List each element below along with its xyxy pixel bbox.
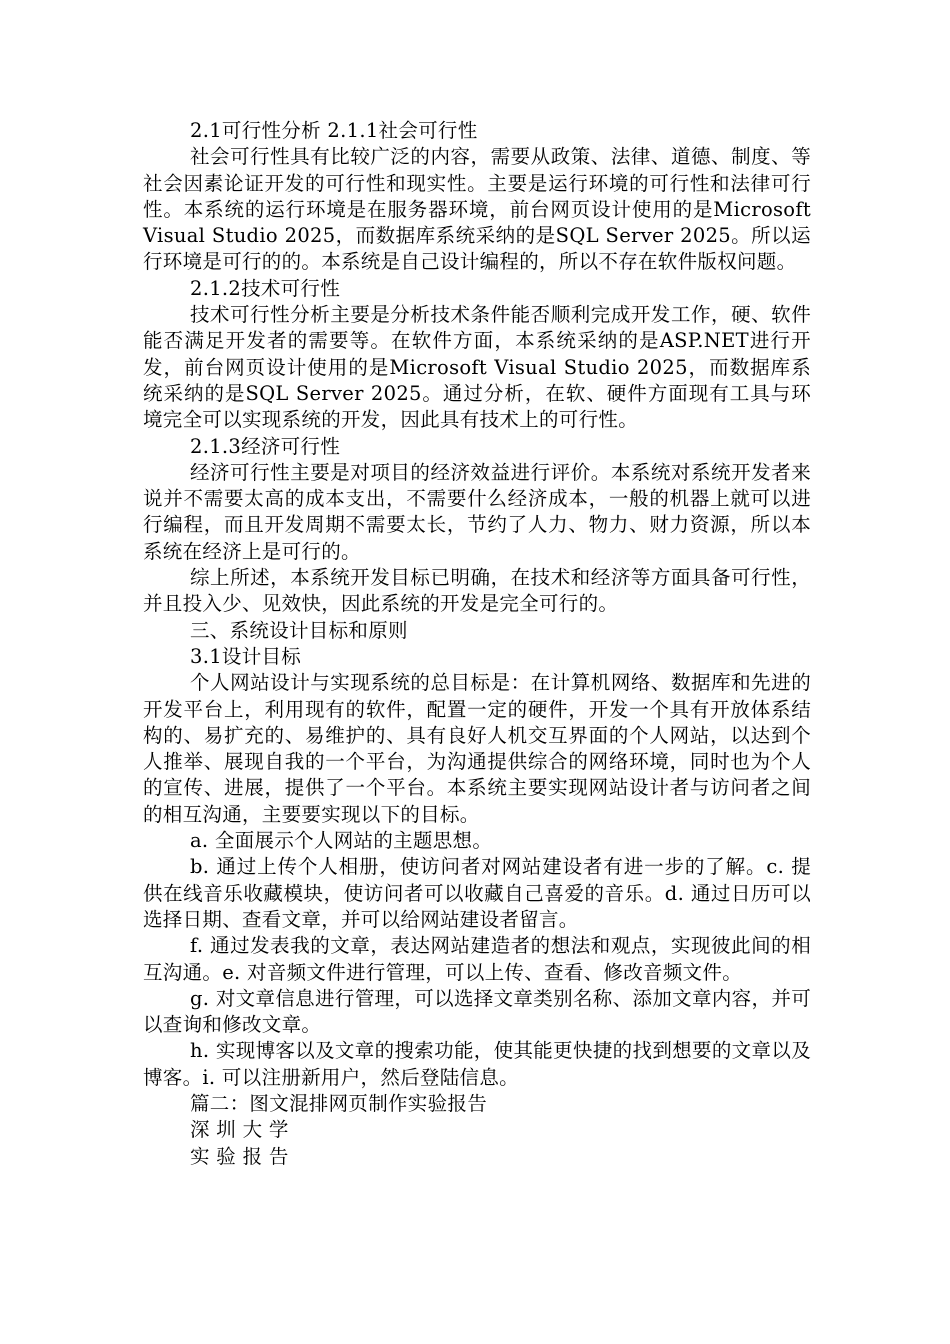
section-heading-3: 三、系统设计目标和原则 [190, 618, 408, 642]
paragraph-design-goals: 个人网站设计与实现系统的总目标是：在计算机网络、数据库和先进的开发平台上，利用现有的软件，配置一定的硬件，开发一个具有开放体系结构的、易扩充的、易维护的、具有良好人机交互界面的个人网站，以达到个人推举、展现自我的一个平台，为沟通提供综合的网络环境，同时也为个人的宣传、进展，提供了一个平台。本系统主要实现网站设计者与访问者之间的相互沟通，主要要实现以下的目标。 [143, 671, 811, 826]
document-body [143, 118, 811, 1170]
list-item-h-i: h. 实现博客以及文章的搜索功能，使其能更快捷的找到想要的文章以及博客。i. 可以注册新用户，然后登陆信息。 [143, 1039, 811, 1089]
paragraph-economic-feasibility: 经济可行性主要是对项目的经济效益进行评价。本系统对系统开发者来说并不需要太高的成本支出，不需要什么经济成本，一般的机器上就可以进行编程，而且开发周期不需要太长，节约了人力、物力、财力资源，所以本系统在经济上是可行的。 [143, 460, 811, 563]
list-item-g: g. 对文章信息进行管理，可以选择文章类别名称、添加文章内容，并可以查询和修改文章。 [143, 986, 811, 1037]
list-item-a: a. 全面展示个人网站的主题思想。 [190, 829, 493, 853]
report-title: 实 验 报 告 [190, 1144, 289, 1168]
section-heading-2-1: 2.1可行性分析 2.1.1社会可行性 [190, 119, 478, 142]
paragraph-social-feasibility: 社会可行性具有比较广泛的内容，需要从政策、法律、道德、制度、等社会因素论证开发的可行性和现实性。主要是运行环境的可行性和法律可行性。本系统的运行环境是在服务器环境，前台网页设计使用的是Microsoft Visual Studio 2025，而数据库系统采纳的是SQL Server 2025。所以运行环境是可行的的。本系统是自己设计编程的，所以不存在软件版权问题。 [143, 145, 811, 274]
paragraph-technical-feasibility: 技术可行性分析主要是分析技术条件能否顺利完成开发工作，硬、软件能否满足开发者的需要等。在软件方面，本系统采纳的是ASP.NET进行开发，前台网页设计使用的是Microsoft Visual Studio 2025，而数据库系统采纳的是SQL Server 2025。通过分析，在软、硬件方面现有工具与环境完全可以实现系统的开发，因此具有技术上的可行性。 [143, 303, 811, 432]
section-heading-part-two: 篇二：图文混排网页制作实验报告 [190, 1091, 488, 1115]
paragraph-summary: 综上所述，本系统开发目标已明确，在技术和经济等方面具备可行性，并且投入少、见效快，因此系统的开发是完全可行的。 [143, 566, 811, 616]
list-item-f-e: f. 通过发表我的文章，表达网站建造者的想法和观点，实现彼此间的相互沟通。e. 对音频文件进行管理，可以上传、查看、修改音频文件。 [143, 934, 811, 984]
section-heading-2-1-3: 2.1.3经济可行性 [190, 434, 341, 458]
section-heading-3-1: 3.1设计目标 [190, 644, 302, 668]
list-item-b-c-d: b. 通过上传个人相册，使访问者对网站建设者有进一步的了解。c. 提供在线音乐收藏模块，使访问者可以收藏自己喜爱的音乐。d. 通过日历可以选择日期、查看文章，并可以给网站建设者留言。 [143, 855, 811, 931]
university-name: 深 圳 大 学 [190, 1118, 289, 1142]
section-heading-2-1-2: 2.1.2技术可行性 [190, 276, 341, 300]
